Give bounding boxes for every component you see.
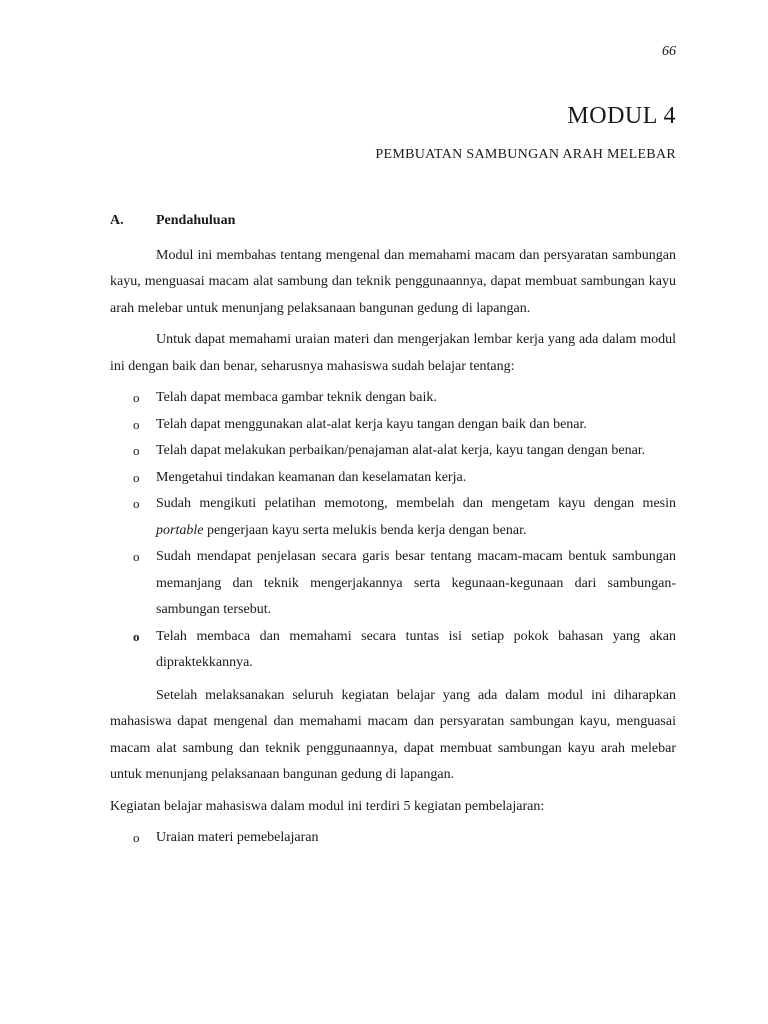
bullet-icon: o — [133, 496, 140, 511]
prerequisite-list — [110, 385, 676, 677]
section-number: A. — [110, 213, 124, 228]
bullet-icon: o — [133, 628, 140, 644]
list-item: o Uraian materi pemebelajaran — [110, 825, 676, 852]
list-item: o Sudah mendapat penjelasan secara garis besar tentang macam-macam bentuk sambungan memanjang dan teknik mengerjakannya serta kegunaan-kegunaan dari sambungan-sambungan tersebut. — [110, 544, 676, 624]
bullet-icon: o — [133, 830, 140, 845]
list-item: o Telah dapat menggunakan alat-alat kerja kayu tangan dengan baik dan benar. — [110, 412, 676, 439]
module-subtitle: PEMBUATAN SAMBUNGAN ARAH MELEBAR — [375, 147, 676, 162]
list-item: o Telah dapat membaca gambar teknik dengan baik. — [110, 385, 676, 412]
list-item: o Sudah mengikuti pelatihan memotong, membelah dan mengetam kayu dengan mesin portable pengerjaan kayu serta melukis benda kerja dengan benar. — [110, 491, 676, 544]
intro-paragraph: Modul ini membahas tentang mengenal dan memahami macam dan persyaratan sambungan kayu, menguasai macam alat sambung dan teknik penggunaannya, dapat membuat sambungan kayu arah melebar untuk menunjang pelaksanaan bangunan gedung di lapangan. — [110, 247, 676, 316]
list-item: o Telah dapat melakukan perbaikan/penajaman alat-alat kerja, kayu tangan dengan benar. — [110, 438, 676, 465]
list-item: o Telah membaca dan memahami secara tuntas isi setiap pokok bahasan yang akan dipraktekkannya. — [110, 624, 676, 677]
bullet-icon: o — [133, 443, 140, 458]
italic-term: portable — [156, 522, 204, 538]
page-number: 66 — [662, 44, 676, 59]
bullet-icon: o — [133, 549, 140, 564]
section-heading — [110, 208, 676, 235]
document-body — [110, 208, 676, 857]
module-title: MODUL 4 — [567, 103, 676, 129]
bullet-icon: o — [133, 390, 140, 405]
activities-list — [110, 825, 676, 852]
activities-intro-paragraph: Kegiatan belajar mahasiswa dalam modul ini terdiri 5 kegiatan pembelajaran: — [110, 798, 545, 814]
prerequisite-intro-paragraph: Untuk dapat memahami uraian materi dan mengerjakan lembar kerja yang ada dalam modul ini dengan baik dan benar, seharusnya mahasiswa sudah belajar tentang: — [110, 332, 676, 374]
bullet-icon: o — [133, 469, 140, 485]
section-title: Pendahuluan — [156, 213, 236, 228]
list-item: o Mengetahui tindakan keamanan dan keselamatan kerja. — [110, 465, 676, 492]
bullet-icon: o — [133, 416, 140, 432]
outcome-paragraph: Setelah melaksanakan seluruh kegiatan belajar yang ada dalam modul ini diharapkan mahasiswa dapat mengenal dan memahami macam dan persyaratan sambungan kayu, menguasai macam alat sambung dan teknik penggunaannya, dapat membuat sambungan kayu arah melebar untuk menunjang pelaksanaan bangunan gedung di lapangan. — [110, 687, 676, 782]
